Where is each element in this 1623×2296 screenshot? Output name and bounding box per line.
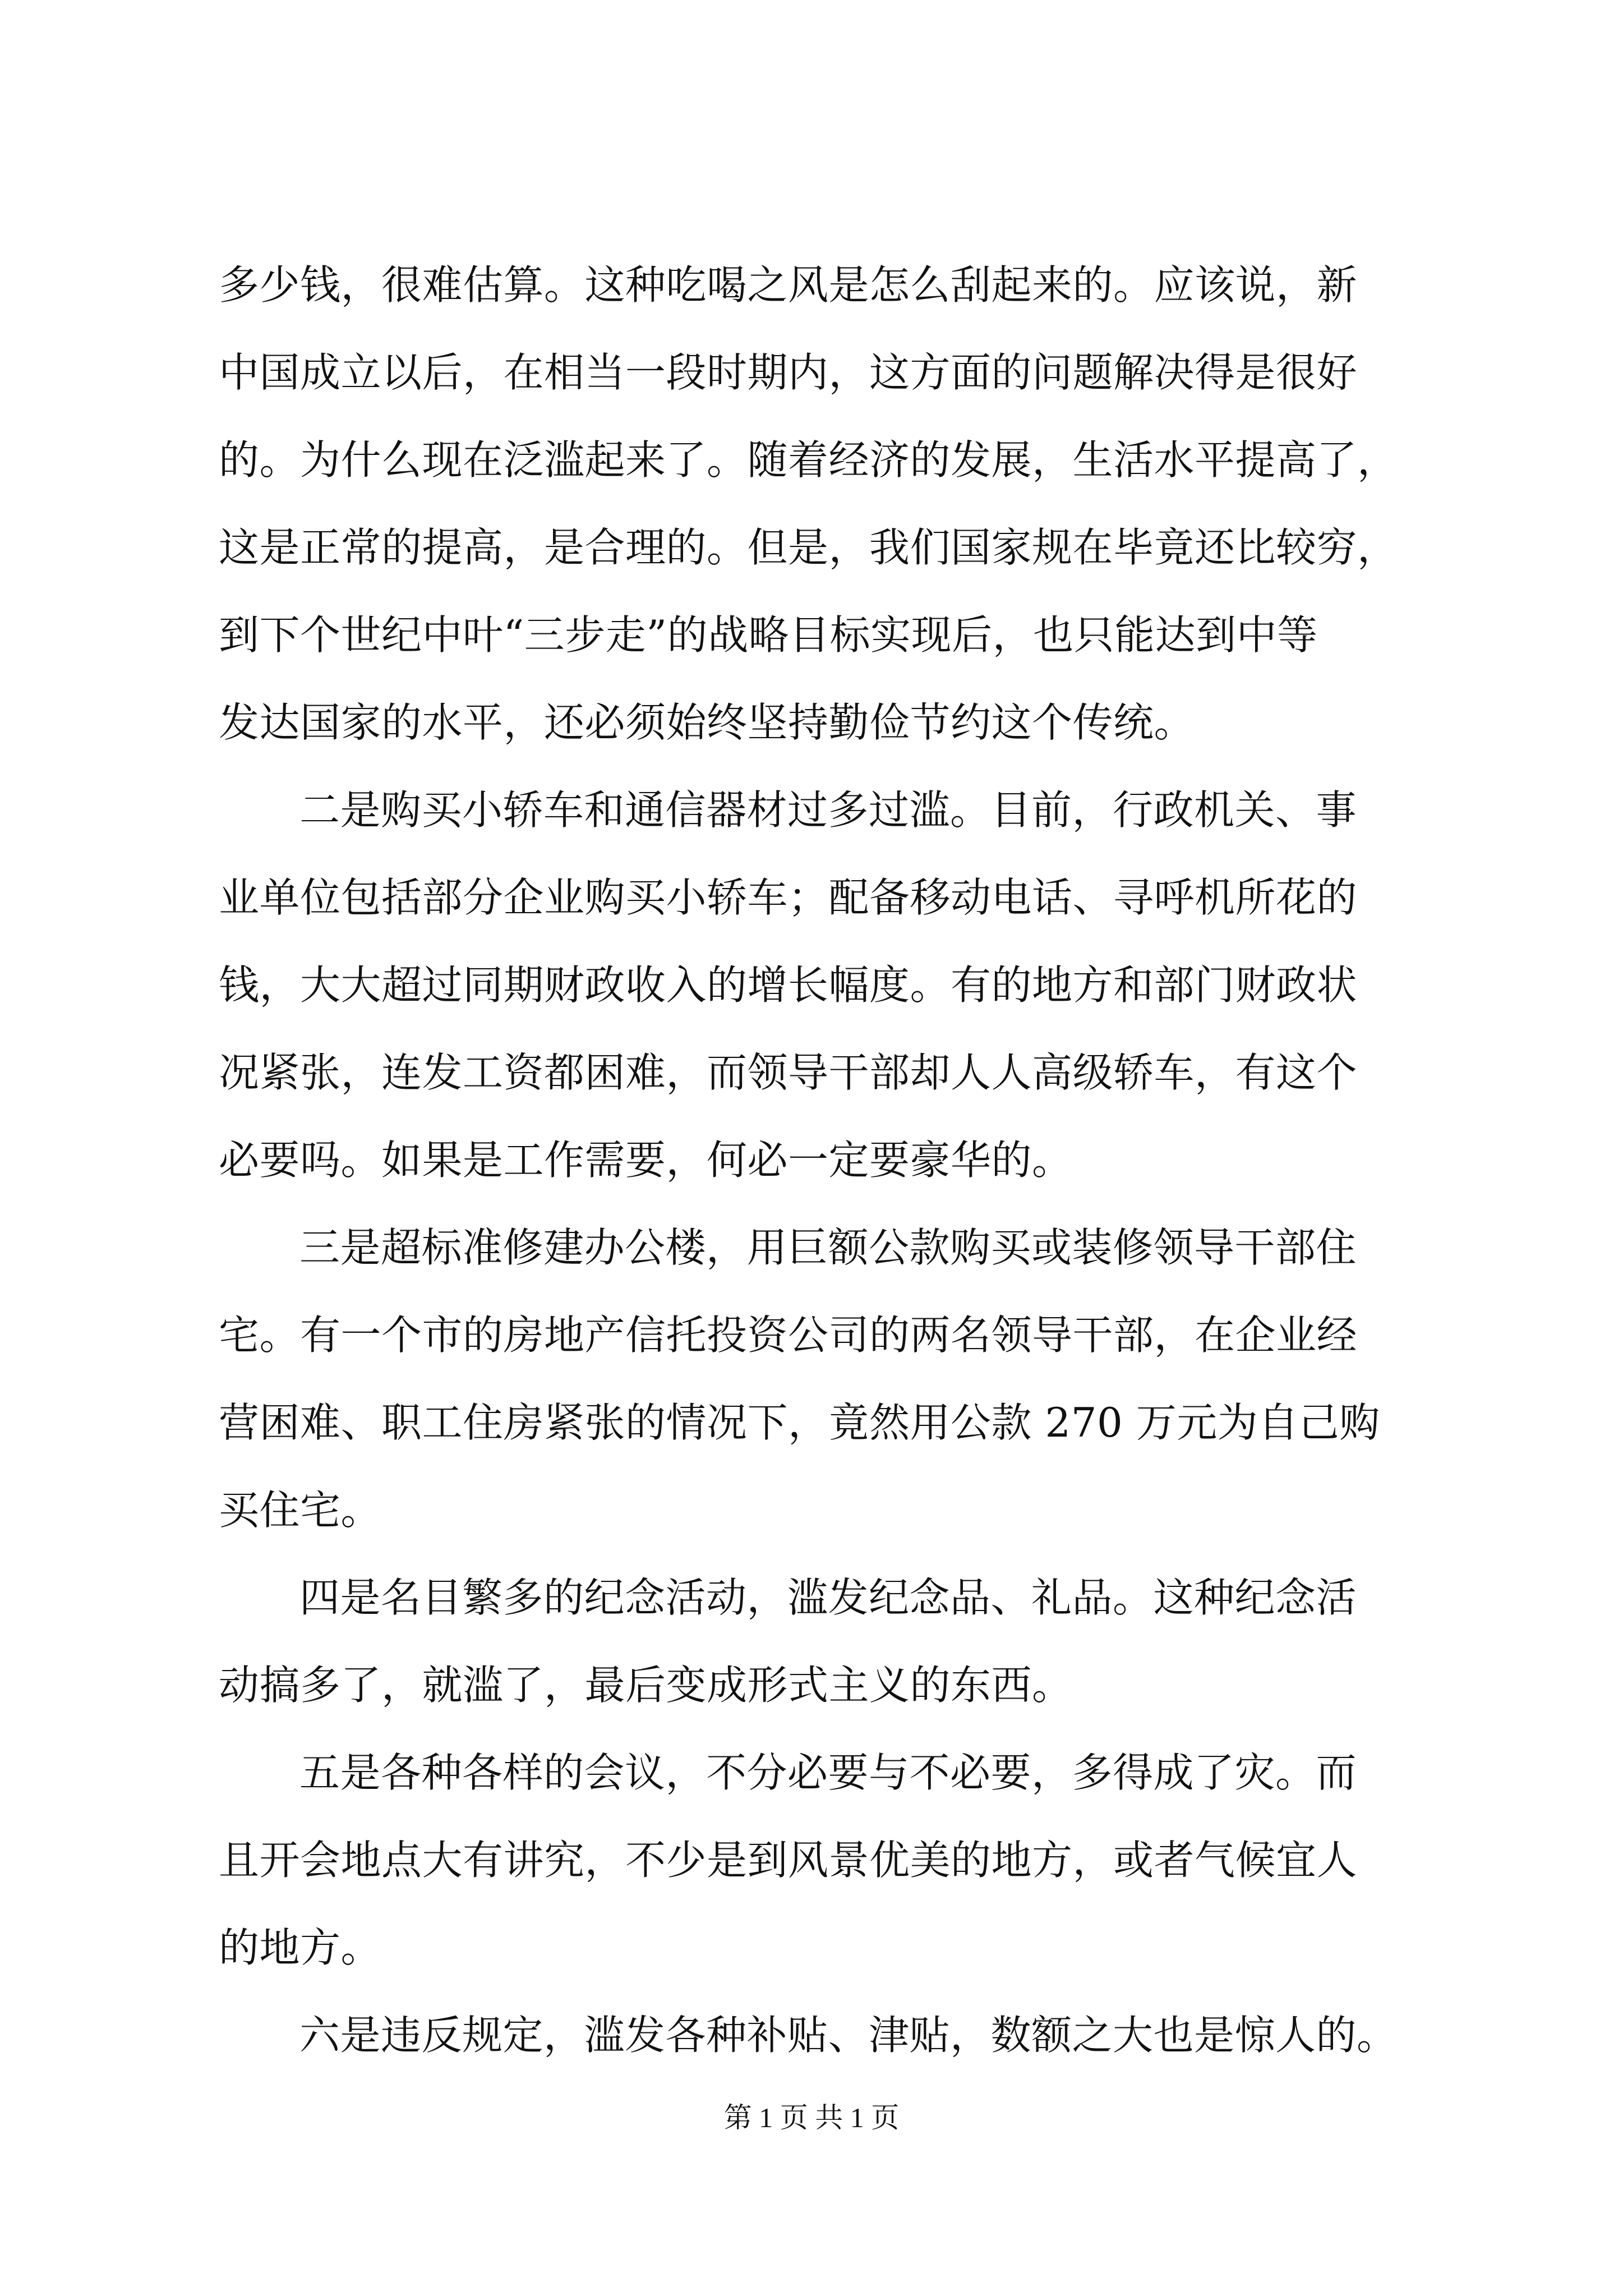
paragraph-start-line: 四是名目繁多的纪念活动，滥发纪念品、礼品。这种纪念活 xyxy=(299,1574,1357,1621)
text-line: 买住宅。 xyxy=(219,1487,382,1534)
text-line: 多少钱，很难估算。这种吃喝之风是怎么刮起来的。应该说，新 xyxy=(219,261,1358,309)
paragraph-start-line: 六是违反规定，滥发各种补贴、津贴，数额之大也是惊人的。 xyxy=(299,2012,1398,2059)
text-line: 中国成立以后，在相当一段时期内，这方面的问题解决得是很好 xyxy=(219,349,1358,396)
text-line: 钱，大大超过同期财政收入的增长幅度。有的地方和部门财政状 xyxy=(219,961,1358,1009)
text-line: 的地方。 xyxy=(219,1924,382,1971)
text-line: 宅。有一个市的房地产信托投资公司的两名领导干部，在企业经 xyxy=(219,1312,1358,1359)
paragraph-start-line: 五是各种各样的会议，不分必要与不必要，多得成了灾。而 xyxy=(299,1749,1357,1796)
page-footer xyxy=(0,2098,1623,2137)
text-line: 到下个世纪中叶“三步走”的战略目标实现后，也只能达到中等 xyxy=(219,611,1318,659)
text-line: 且开会地点大有讲究，不少是到风景优美的地方，或者气候宜人 xyxy=(219,1837,1358,1884)
text-line: 况紧张，连发工资都困难，而领导干部却人人高级轿车，有这个 xyxy=(219,1049,1358,1096)
text-line: 必要吗。如果是工作需要，何必一定要豪华的。 xyxy=(219,1137,1073,1184)
text-line: 的。为什么现在泛滥起来了。随着经济的发展，生活水平提高了， xyxy=(219,436,1398,484)
text-line: 营困难、职工住房紧张的情况下，竟然用公款 270 万元为自己购 xyxy=(219,1399,1380,1446)
text-line: 动搞多了，就滥了，最后变成形式主义的东西。 xyxy=(219,1662,1073,1709)
paragraph-start-line: 三是超标准修建办公楼，用巨额公款购买或装修领导干部住 xyxy=(299,1224,1357,1271)
paragraph-start-line: 二是购买小轿车和通信器材过多过滥。目前，行政机关、事 xyxy=(299,786,1357,834)
text-line: 业单位包括部分企业购买小轿车；配备移动电话、寻呼机所花的 xyxy=(219,874,1358,921)
document-body xyxy=(219,241,1430,2079)
text-line: 发达国家的水平，还必须始终坚持勤俭节约这个传统。 xyxy=(219,699,1195,746)
text-line: 这是正常的提高，是合理的。但是，我们国家规在毕竟还比较穷， xyxy=(219,524,1398,571)
page-number-label: 第 1 页 共 1 页 xyxy=(723,2102,900,2133)
